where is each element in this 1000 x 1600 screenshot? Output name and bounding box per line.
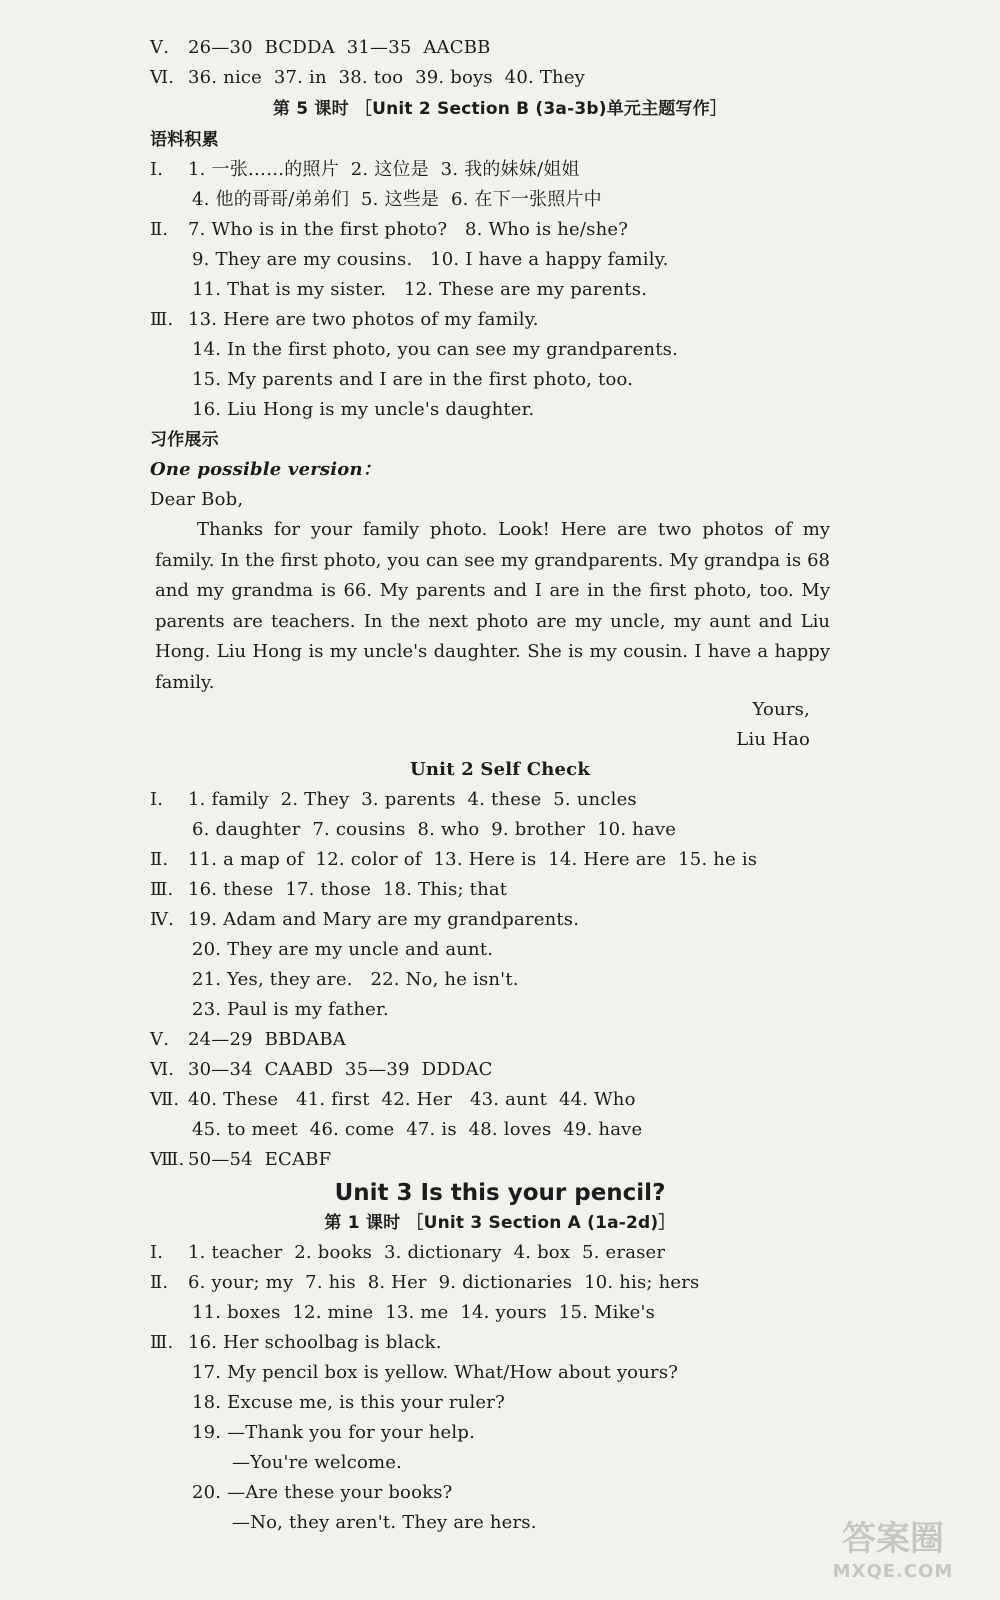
watermark-url: MXQE.COM bbox=[832, 1561, 954, 1582]
section-heading: 语料积累 bbox=[150, 130, 219, 150]
answer-line: Ⅵ. 36. nice 37. in 38. too 39. boys 40. They bbox=[150, 67, 586, 88]
letter-closing: Yours, bbox=[752, 699, 810, 720]
lesson-title: 第 1 课时 ［Unit 3 Section A (1a-2d)］ bbox=[324, 1213, 676, 1233]
answer-line: Ⅱ. 7. Who is in the first photo? 8. Who is he/she? bbox=[150, 219, 629, 240]
answer-line: 21. Yes, they are. 22. No, he isn't. bbox=[192, 969, 519, 990]
answer-line: 17. My pencil box is yellow. What/How about yours? bbox=[192, 1362, 679, 1383]
site-watermark bbox=[808, 1517, 978, 1592]
answer-line: 20. —Are these your books? bbox=[192, 1482, 453, 1503]
answer-line: 20. They are my uncle and aunt. bbox=[192, 939, 494, 960]
answer-line: Ⅰ. 1. family 2. They 3. parents 4. these 5. uncles bbox=[150, 789, 637, 810]
lesson-title: 第 5 课时 ［Unit 2 Section B (3a-3b)单元主题写作］ bbox=[272, 99, 728, 119]
answer-line: 23. Paul is my father. bbox=[192, 999, 389, 1020]
answer-line: 45. to meet 46. come 47. is 48. loves 49. have bbox=[192, 1119, 643, 1140]
answer-line: Ⅰ. 1. 一张……的照片 2. 这位是 3. 我的妹妹/姐姐 bbox=[150, 159, 580, 180]
answer-line: 6. daughter 7. cousins 8. who 9. brother 10. have bbox=[192, 819, 677, 840]
section-heading: 习作展示 bbox=[150, 430, 219, 450]
letter-signature: Liu Hao bbox=[736, 729, 810, 750]
answer-line: 15. My parents and I are in the first photo, too. bbox=[192, 369, 634, 390]
answer-line: 18. Excuse me, is this your ruler? bbox=[192, 1392, 505, 1413]
answer-line: Ⅵ. 30—34 CAABD 35—39 DDDAC bbox=[150, 1059, 493, 1080]
answer-line: 9. They are my cousins. 10. I have a happy family. bbox=[192, 249, 669, 270]
answer-line: 14. In the first photo, you can see my grandparents. bbox=[192, 339, 678, 360]
answer-line: Ⅲ. 13. Here are two photos of my family. bbox=[150, 309, 539, 330]
unit-title: Unit 3 Is this your pencil? bbox=[334, 1180, 666, 1206]
letter-body: Thanks for your family photo. Look! Here are two photos of my family. In the first photo, you can see my grandparents. My grandpa is 68 and my grandma is 66. My parents and I are in the first photo, too. My parents are teachers. In the next photo are my uncle, my aunt and Liu Hong. Liu Hong is my uncle's daughter. She is my cousin. I have a happy family. bbox=[155, 519, 830, 693]
watermark-logo-text: 答案圈 bbox=[842, 1519, 944, 1559]
version-label: One possible version： bbox=[150, 459, 381, 480]
answer-line: 4. 他的哥哥/弟弟们 5. 这些是 6. 在下一张照片中 bbox=[192, 189, 602, 210]
answer-line: Ⅱ. 6. your; my 7. his 8. Her 9. dictionaries 10. his; hers bbox=[150, 1272, 700, 1293]
answer-line: Ⅴ. 26—30 BCDDA 31—35 AACBB bbox=[150, 37, 491, 58]
answer-line: Ⅲ. 16. Her schoolbag is black. bbox=[150, 1332, 442, 1353]
answer-line: Ⅲ. 16. these 17. those 18. This; that bbox=[150, 879, 508, 900]
answer-line: Ⅱ. 11. a map of 12. color of 13. Here is 14. Here are 15. he is bbox=[150, 849, 758, 870]
answer-line: Ⅰ. 1. teacher 2. books 3. dictionary 4. box 5. eraser bbox=[150, 1242, 666, 1263]
answer-line: 16. Liu Hong is my uncle's daughter. bbox=[192, 399, 535, 420]
answer-line: 19. —Thank you for your help. bbox=[192, 1422, 476, 1443]
answer-line: Ⅶ. 40. These 41. first 42. Her 43. aunt 44. Who bbox=[150, 1089, 636, 1110]
section-title: Unit 2 Self Check bbox=[410, 759, 590, 780]
letter-salutation: Dear Bob, bbox=[150, 489, 244, 510]
answer-line: Ⅳ. 19. Adam and Mary are my grandparents. bbox=[150, 909, 580, 930]
answer-line: 11. That is my sister. 12. These are my parents. bbox=[192, 279, 648, 300]
answer-line: Ⅴ. 24—29 BBDABA bbox=[150, 1029, 346, 1050]
answer-line: —No, they aren't. They are hers. bbox=[232, 1512, 537, 1533]
answer-line: —You're welcome. bbox=[232, 1452, 403, 1473]
answer-line: 11. boxes 12. mine 13. me 14. yours 15. Mike's bbox=[192, 1302, 656, 1323]
answer-line: Ⅷ. 50—54 ECABF bbox=[150, 1149, 332, 1170]
